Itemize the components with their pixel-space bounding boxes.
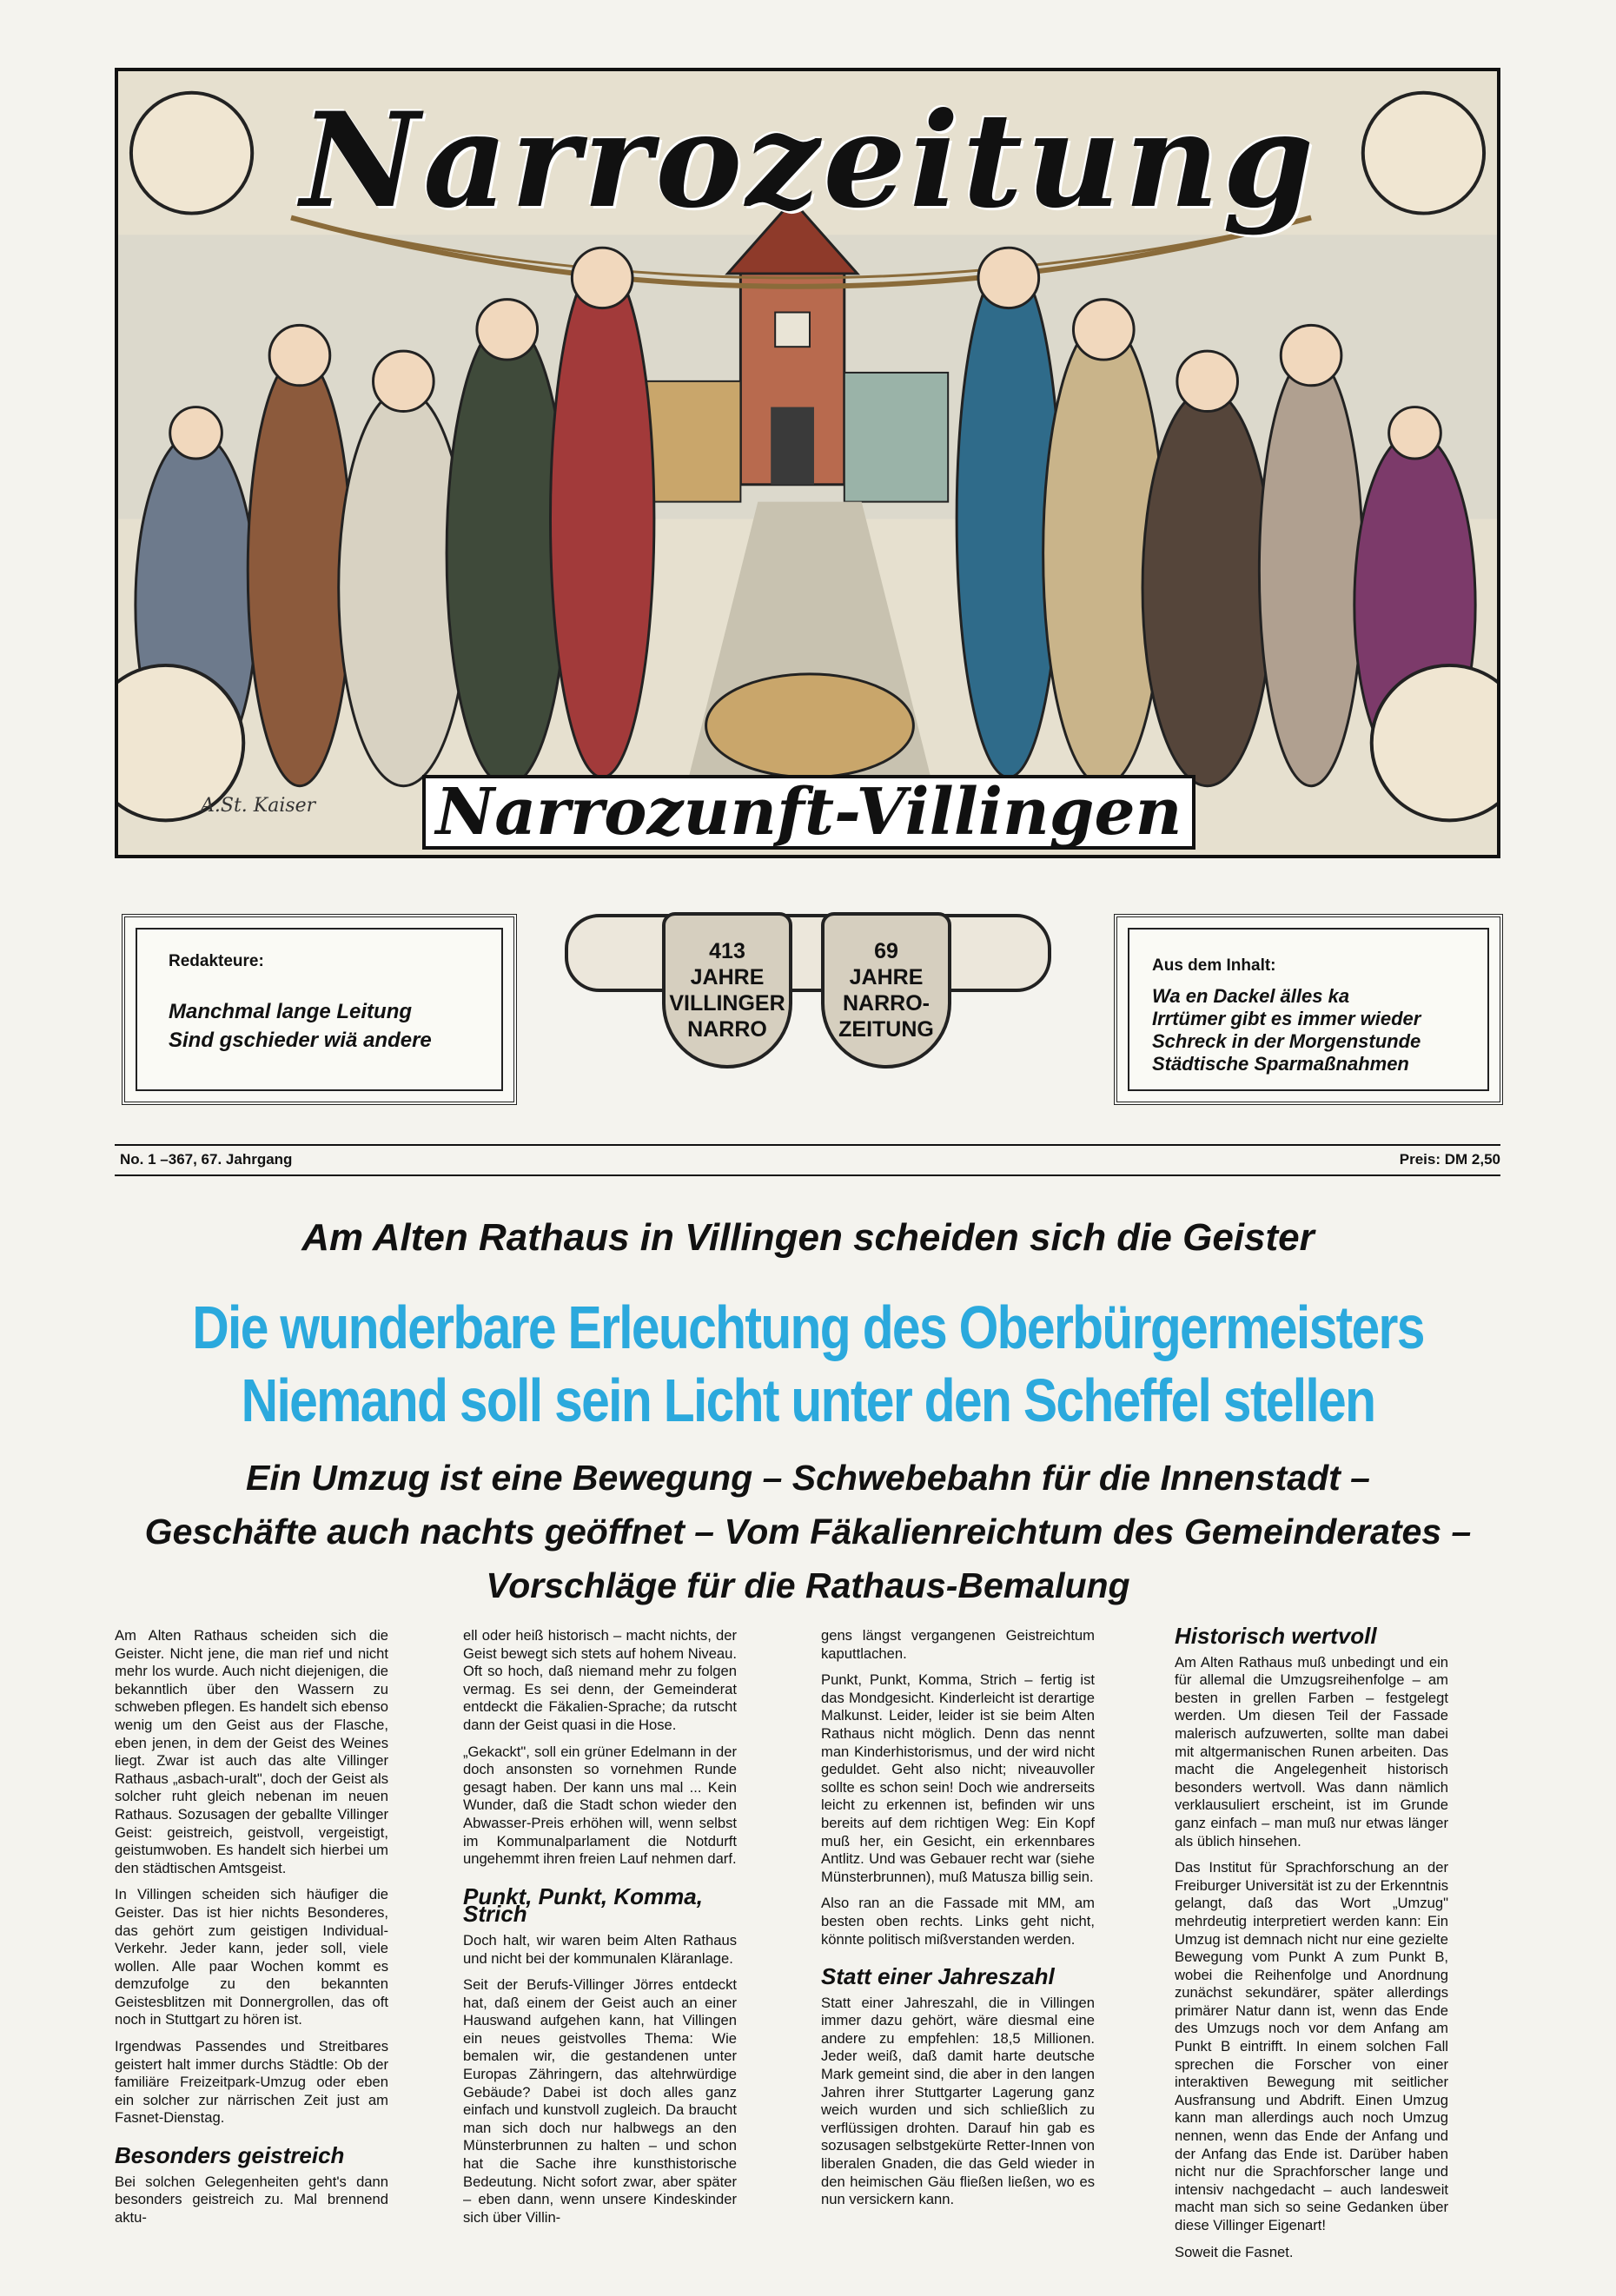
issue-price: Preis: DM 2,50 bbox=[1399, 1151, 1500, 1168]
issue-number: No. 1 –367, 67. Jahrgang bbox=[120, 1151, 293, 1168]
main-headline-line1: Die wunderbare Erleuchtung des Oberbürgermeisters bbox=[192, 1294, 1424, 1361]
editors-box bbox=[122, 914, 517, 1105]
editors-label: Redakteure: bbox=[169, 952, 264, 970]
article-paragraph: Doch halt, wir waren beim Alten Rathaus und nicht bei der kommunalen Kläranlage. bbox=[463, 1931, 737, 1967]
article-paragraph: Punkt, Punkt, Komma, Strich – fertig ist das Mondgesicht. Kinderleicht ist derartige Malkunst. Leider, leider ist sie beim Alten Rathaus nicht möglich. Denn das nennt man Kinderhistorismus, und der wird nicht geduldet. Geht also nicht; niveauvoller sollte es schon sein! Doch wie andrerseits leicht zu erkennen ist, befinden wir uns bereits auf dem richtigen Weg: Ein Kopf muß her, ein Gesicht, ein erkennbares Antlitz. Und was Gebauer recht war (siehe Münsterbrunnen), muß Matusza billig sein. bbox=[821, 1671, 1095, 1885]
editor-entry: Manchmal lange Leitung bbox=[169, 1000, 413, 1023]
bottom-rule bbox=[115, 1174, 1500, 1176]
article-column-2 bbox=[463, 1627, 737, 2235]
badge-line: 413 bbox=[709, 939, 745, 963]
article-column-1 bbox=[115, 1627, 388, 2235]
article-paragraph: Statt einer Jahreszahl, die in Villingen immer dazu gehört, wäre diesmal eine andere zu empfehlen: 18,5 Millionen. Jeder weiß, daß damit harte deutsche Mark gemeint sind, die aber in den langen Jahren ihrer Stuttgarter Lagerung ganz weich wurden und sich schließlich zu verflüssigen drohten. Darauf hin gab es sozusagen selbstgekürte Retter-Innen von liberalen Gnaden, die das Geld wieder in den heimischen Gäu fließen ließen, wo es nun versickern kann. bbox=[821, 1994, 1095, 2208]
article-paragraph: Also ran an die Fassade mit MM, am besten oben rechts. Links geht nicht, könnte politisch mißverstanden werden. bbox=[821, 1895, 1095, 1948]
article-paragraph: Seit der Berufs-Villinger Jörres entdeckt hat, daß einem der Geist auch an einer Hauswand aufgehen kann, hat Villingen ein neues geistvolles Thema: Wie bemalen wir, die gestandenen unter Europas Zähringern, das altehrwürdige Gebäude? Dabei ist doch alles ganz einfach und kunstvoll zugleich. Da braucht man sich doch nur halbwegs an den Münsterbrunnen zu halten – und schon hat die Sache ihre kunsthistorische Bedeutung. Nicht sofort zwar, aber später – eben dann, wenn unsere Kindeskinder sich über Villin- bbox=[463, 1976, 737, 2226]
masthead-subtitle-text: Narrozunft-Villingen bbox=[435, 775, 1182, 850]
subheading: Punkt, Punkt, Komma, Strich bbox=[463, 1882, 703, 1928]
article-paragraph: In Villingen scheiden sich häufiger die Geister. Das ist hier nichts Besonderes, das gehört zum geistigen Individual-Verkehr. Jeder kann, jeder soll, viele wollen. Alle paar Wochen kommt es demzufolge zu den bekannten Geistesblitzen mit Donnergrollen, das oft noch in Stuttgart zu hören ist. bbox=[115, 1886, 388, 2028]
badge-line: NARRO- bbox=[843, 991, 930, 1016]
masthead-illustration bbox=[115, 68, 1500, 858]
article-paragraph: Das Institut für Sprachforschung an der Freiburger Universität ist zu der Erkenntnis gelangt, daß das Wort „Umzug" mehrdeutig interpretiert werden kann: Ein Umzug ist demnach nicht nur eine gezielte Bewegung vom Punkt A zum Punkt B, wobei die Reihenfolge und Anordnung zunächst sekundärer, später allerdings primärer Natur dann ist, wenn das Ende des Umzugs noch vor dem Anfang am Punkt B eintrifft. In einem solchen Fall sprechen die Forscher von einer interaktiven Bewegung mit seitlicher Ausfransung und Abdrift. Einen Umzug kann man allerdings auch noch Umzug nennen, wenn das Ende der Anfang und der Anfang das Ende ist. Darüber haben nicht nur die Sprachforscher lange und intensiv nachgedacht – auch landesweit macht man sich so seine Gedanken über diese Villinger Eigenart! bbox=[1175, 1859, 1448, 2233]
badge-line: ZEITUNG bbox=[838, 1017, 934, 1042]
article-paragraph: Am Alten Rathaus scheiden sich die Geister. Nicht jene, die man rief und nicht mehr los wurde. Auch nicht diejenigen, die bekanntlich über den Wassern zu schweben pflegen. Es handelt sich ebenso wenig um den Geist aus der Flasche, eben jenen, in dem der Geist des Weines liegt. Zwar ist auch das alte Villinger Rathaus „asbach-uralt", doch der Geist als solcher ruht gleich nebenan im neuen Rathaus. Sozusagen der geballte Villinger Geist: geistreich, geistvoll, vergeistigt, geistumwoben. Es handelt sich hierbei um den städtischen Amtsgeist. bbox=[115, 1627, 388, 1876]
masthead-subtitle bbox=[422, 775, 1195, 850]
article-paragraph: Irgendwas Passendes und Streitbares geistert halt immer durchs Städtle: Ob der familiäre Freizeitpark-Umzug oder eben ein solcher zur närrischen Zeit just am Fasnet-Dienstag. bbox=[115, 2038, 388, 2127]
article-paragraph: Am Alten Rathaus muß unbedingt und ein für allemal die Umzugsreihenfolge – am besten in grellen Farben – festgelegt werden. Um diesen Teil der Fassade malerisch aufzuwerten, sollte man dabei mit altgermanischen Runen arbeiten. Das macht die Angelegenheit historisch besonders wertvoll. Was dann nämlich verklausuliert erscheint, ist im Grunde ganz einfach – man muß nur etwas länger als üblich hinsehen. bbox=[1175, 1653, 1448, 1849]
editor-entry: Sind gschieder wiä andere bbox=[169, 1029, 432, 1052]
badge-line: JAHRE bbox=[690, 965, 765, 989]
deck-line: Ein Umzug ist eine Bewegung – Schwebebahn für die Innenstadt – bbox=[246, 1458, 1370, 1498]
badge-zeitung-years bbox=[821, 912, 951, 1069]
article-paragraph: Soweit die Fasnet. bbox=[1175, 2243, 1294, 2260]
deck-line: Geschäfte auch nachts geöffnet – Vom Fäkalienreichtum des Gemeinderates – bbox=[144, 1512, 1472, 1552]
kicker-headline: Am Alten Rathaus in Villingen scheiden sich die Geister bbox=[301, 1216, 1315, 1259]
article-column-3 bbox=[821, 1627, 1095, 2218]
contents-box bbox=[1114, 914, 1503, 1105]
masthead-title-text: Narrozeitung bbox=[300, 84, 1318, 237]
badge-narro-years bbox=[662, 912, 792, 1069]
article-paragraph: Bei solchen Gelegenheiten geht's dann besonders geistreich zu. Mal brennend aktu- bbox=[115, 2173, 388, 2226]
deck-line: Vorschläge für die Rathaus-Bemalung bbox=[486, 1565, 1130, 1605]
artist-signature: A.St. Kaiser bbox=[201, 795, 316, 817]
top-rule bbox=[115, 1144, 1500, 1146]
article-column-4 bbox=[1175, 1623, 1448, 2270]
article-paragraph: ell oder heiß historisch – macht nichts, der Geist bewegt sich stets auf hohem Niveau. Oft so hoch, daß niemand mehr zu folgen vermag. Es sei denn, der Gemeinderat entdeckt die Fäkalien-Sprache; da rutscht dann der Geist quasi in die Hose. bbox=[463, 1627, 737, 1733]
badge-line: NARRO bbox=[687, 1017, 767, 1042]
subheading: Historisch wertvoll bbox=[1175, 1623, 1377, 1649]
masthead-title bbox=[300, 84, 1318, 237]
subheading: Statt einer Jahreszahl bbox=[821, 1963, 1055, 1990]
badge-band bbox=[565, 914, 1051, 992]
subheading: Besonders geistreich bbox=[115, 2142, 345, 2169]
article-paragraph: gens längst vergangenen Geistreichtum kaputtlachen. bbox=[821, 1627, 1095, 1662]
article-paragraph: „Gekackt", soll ein grüner Edelmann in der doch ansonsten so vornehmen Runde gesagt haben. Der kann uns mal ... Kein Wunder, daß die Stadt schon wieder den Abwasser-Preis erhöhen will, wenn selbst im Kommunalparlament die Notdurft ungehemmt ihren freien Lauf nehmen darf. bbox=[463, 1743, 737, 1868]
contents-entry: Irrtümer gibt es immer wieder bbox=[1152, 1008, 1421, 1029]
main-headline-line2: Niemand soll sein Licht unter den Scheffel stellen bbox=[241, 1366, 1375, 1434]
badge-line: VILLINGER bbox=[669, 991, 785, 1016]
contents-label: Aus dem Inhalt: bbox=[1152, 956, 1276, 975]
badge-line: 69 bbox=[874, 939, 898, 963]
contents-entry: Wa en Dackel älles ka bbox=[1152, 985, 1350, 1007]
contents-entry: Städtische Sparmaßnahmen bbox=[1152, 1053, 1409, 1075]
badge-line: JAHRE bbox=[849, 965, 924, 989]
contents-entry: Schreck in der Morgenstunde bbox=[1152, 1030, 1421, 1052]
